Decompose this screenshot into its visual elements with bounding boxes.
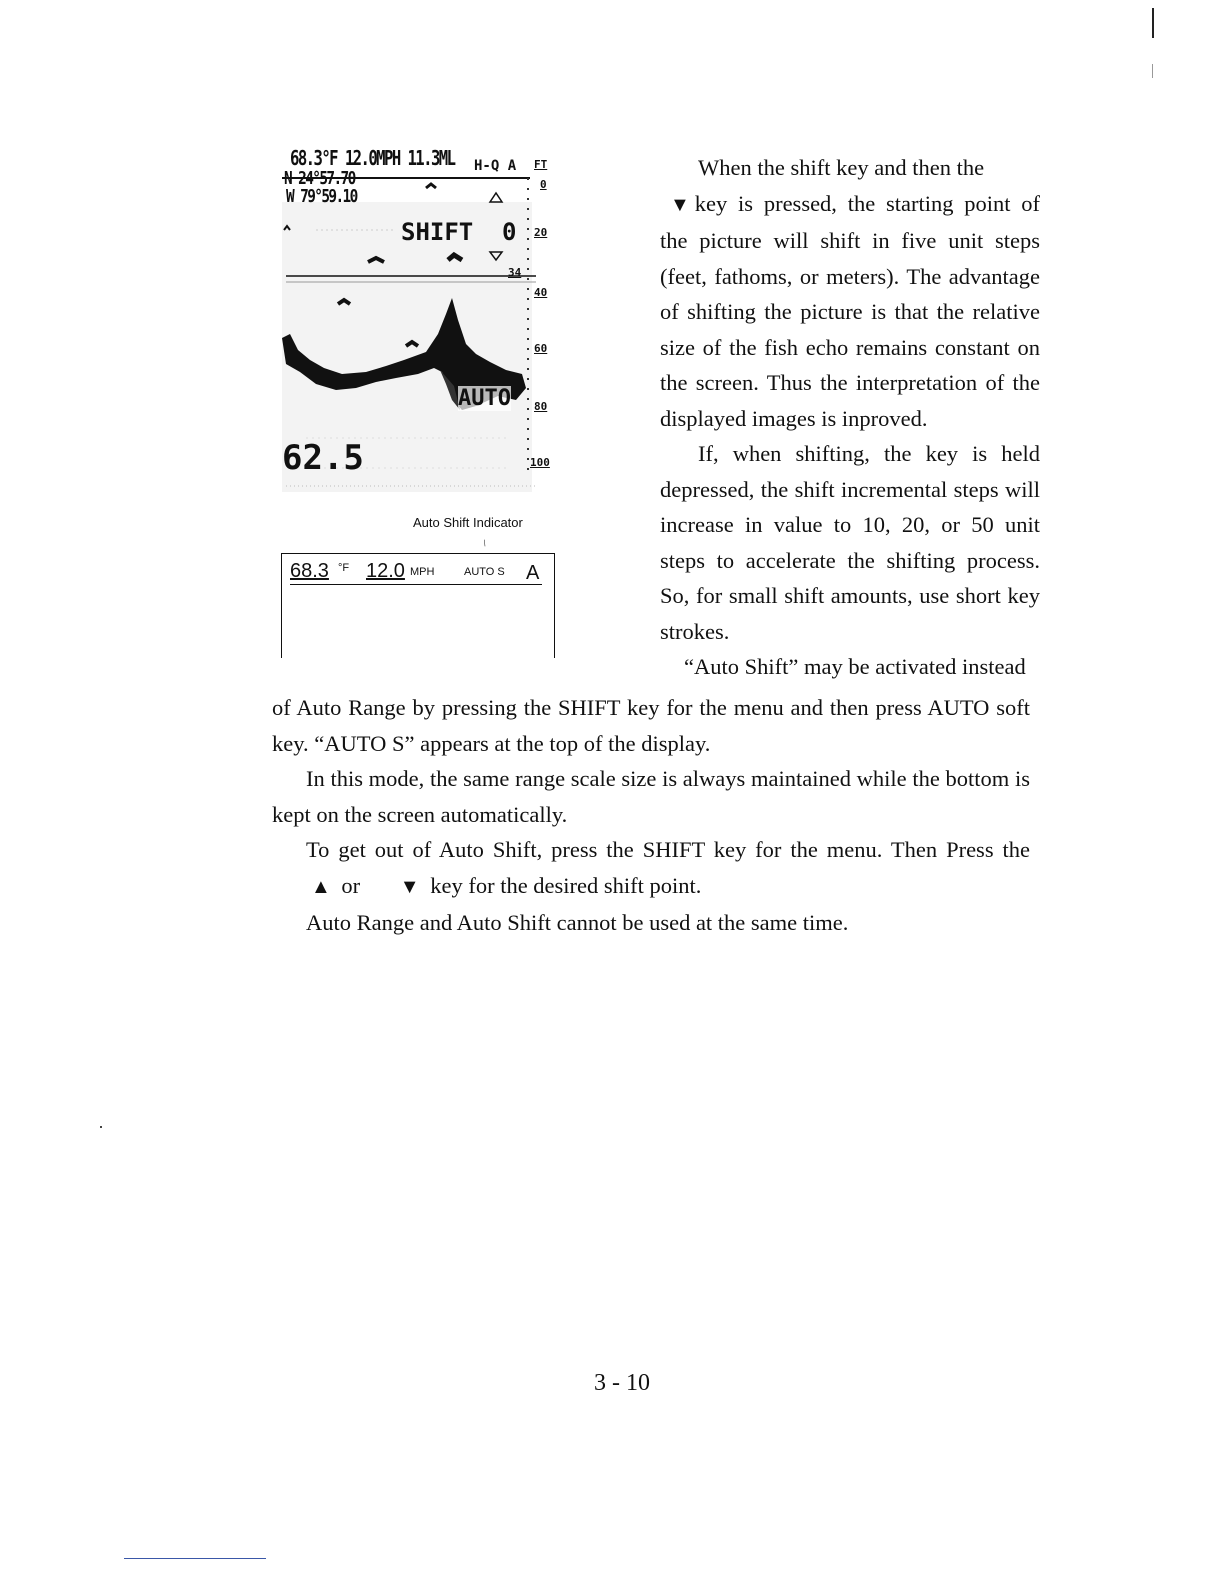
- indicator-letter: A: [526, 562, 540, 584]
- down-triangle-icon: ▼: [660, 193, 695, 216]
- indicator-pointer-line: [484, 533, 486, 553]
- sonar-latitude: N 24°57.70: [284, 168, 355, 189]
- paragraph-text: To get out of Auto Shift, press the SHIFT key for the menu. Then Press the: [306, 837, 1030, 862]
- paragraph-text: or: [341, 872, 361, 898]
- paragraph-text: key for the desired shift point.: [430, 872, 702, 898]
- up-triangle-icon: ▲: [306, 875, 336, 898]
- sonar-depth-readout: 62.5: [282, 438, 364, 478]
- paragraph: “Auto Shift” may be activated instead: [684, 654, 1026, 679]
- paragraph: [660, 186, 1040, 437]
- page-number: 3 - 10: [594, 1370, 650, 1396]
- sonar-hq-indicator: H-Q A: [474, 158, 517, 174]
- scale-tick-label: 80: [534, 400, 548, 413]
- indicator-auto-shift-mode: AUTO S: [464, 566, 505, 578]
- paragraph: [272, 832, 1030, 905]
- sonar-unit-label: FT: [534, 158, 548, 171]
- sonar-shift-label: SHIFT: [401, 218, 474, 246]
- sonar-screen-figure: [276, 138, 566, 493]
- indicator-caption: Auto Shift Indicator: [413, 515, 523, 530]
- footnote-rule: [124, 1558, 266, 1559]
- paragraph-text: key is pressed, the starting point of the picture will shift in five unit steps (feet, fathoms, or meters). The advantage of shifting the picture is that the relative size of the fish echo remains constant on the screen. Thus the interpretation of the displayed images is inproved.: [660, 190, 1040, 431]
- scan-edge-mark: [1152, 8, 1154, 38]
- full-width-text: [272, 690, 1030, 941]
- indicator-temperature-unit: °F: [338, 562, 350, 574]
- down-triangle-icon: ▼: [399, 875, 425, 898]
- paragraph: In this mode, the same range scale size is always maintained while the bottom is kept on the screen automatically.: [272, 766, 1030, 827]
- paragraph: of Auto Range by pressing the SHIFT key for the menu and then press AUTO soft key. “AUTO S” appears at the top of the display.: [272, 695, 1030, 756]
- scale-tick-label: 40: [534, 286, 548, 299]
- paragraph: If, when shifting, the key is held depressed, the shift incremental steps will increase in value to 10, 20, or 50 unit steps to accelerate the shifting process. So, for small shift amounts, use short key strokes.: [660, 441, 1040, 644]
- indicator-top-row: [290, 560, 542, 585]
- sonar-auto-label: AUTO: [458, 386, 511, 411]
- paragraph: When the shift key and then the: [698, 155, 985, 180]
- right-column-text: [660, 150, 1040, 685]
- indicator-display-box: [281, 553, 555, 658]
- scale-tick-label: 100: [530, 456, 550, 469]
- sonar-longitude: W 79°59.10: [286, 186, 357, 207]
- scale-tick-label: 0: [540, 178, 547, 191]
- sonar-shift-value: 0: [502, 218, 517, 246]
- scale-tick-label: 20: [534, 226, 548, 239]
- scan-speck: [100, 1126, 102, 1128]
- indicator-speed-unit: MPH: [410, 566, 435, 578]
- indicator-temperature: 68.3: [290, 560, 329, 582]
- paragraph: Auto Range and Auto Shift cannot be used at the same time.: [306, 910, 849, 935]
- indicator-speed: 12.0: [366, 560, 405, 582]
- scale-tick-label: 60: [534, 342, 548, 355]
- scale-tick-label: 34: [508, 266, 522, 279]
- scan-edge-mark: [1152, 64, 1153, 78]
- sonar-top-readout: 68.3°F 12.0MPH 11.3ML: [290, 146, 455, 170]
